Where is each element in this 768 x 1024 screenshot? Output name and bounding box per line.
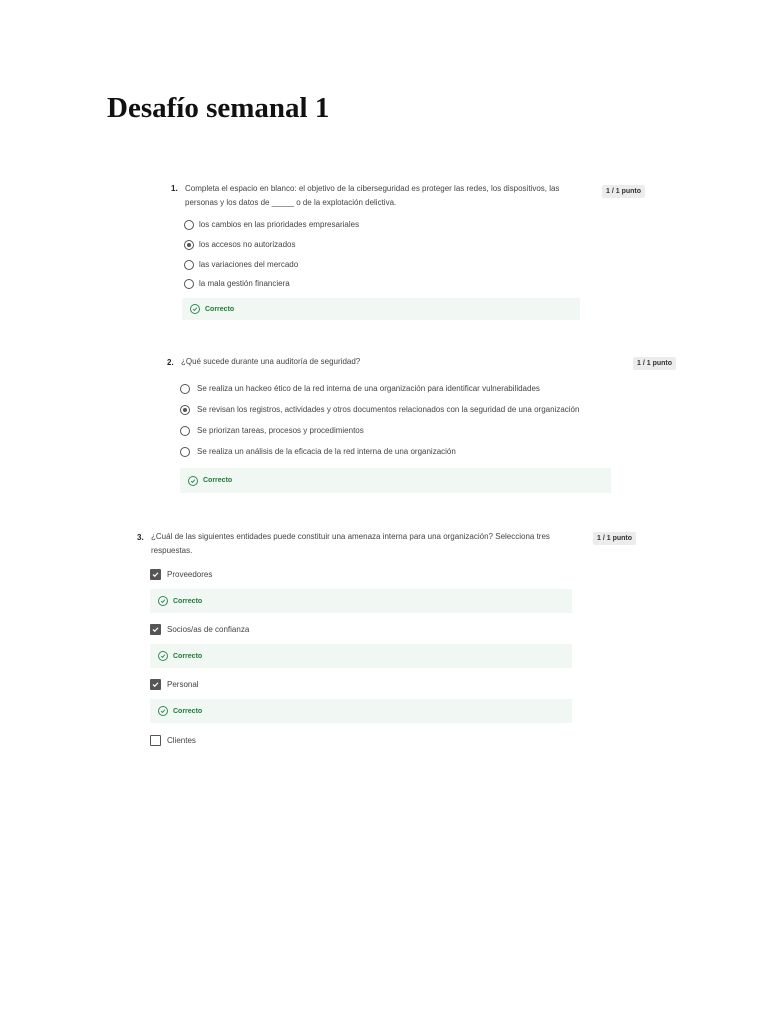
radio-button[interactable]	[180, 447, 190, 457]
option-label: Se realiza un hackeo ético de la red interna de una organización para identificar vulnerabilidades	[197, 384, 540, 393]
checkbox-unchecked[interactable]	[150, 735, 161, 746]
check-circle-icon	[158, 596, 168, 606]
option-label: la mala gestión financiera	[199, 279, 290, 288]
radio-button[interactable]	[184, 260, 194, 270]
radio-button-selected[interactable]	[184, 240, 194, 250]
checkbox-checked[interactable]	[150, 624, 161, 635]
checkmark-icon	[152, 626, 159, 633]
option-label: Proveedores	[167, 570, 213, 579]
question-number: 3.	[137, 533, 144, 542]
feedback-correct	[182, 298, 580, 320]
check-circle-icon	[158, 651, 168, 661]
question-2-screenshot	[150, 345, 705, 500]
feedback-label: Correcto	[205, 305, 235, 313]
question-number: 1.	[171, 184, 178, 193]
question-text-line-1: Completa el espacio en blanco: el objetivo de la ciberseguridad es proteger las redes, los dispositivos, las	[185, 184, 560, 193]
option-label: Se revisan los registros, actividades y otros documentos relacionados con la seguridad de una organización	[197, 405, 580, 414]
radio-button[interactable]	[184, 220, 194, 230]
check-circle-icon	[190, 304, 200, 314]
feedback-label: Correcto	[173, 707, 203, 715]
score-badge: 1 / 1 punto	[633, 357, 676, 370]
feedback-correct	[150, 644, 572, 668]
check-circle-icon	[188, 476, 198, 486]
radio-button[interactable]	[180, 384, 190, 394]
radio-button[interactable]	[184, 279, 194, 289]
score-badge: 1 / 1 punto	[602, 185, 645, 198]
question-number: 2.	[167, 358, 174, 367]
page-title: Desafío semanal 1	[107, 92, 330, 124]
question-text-line-2: personas y los datos de _____ o de la explotación delictiva.	[185, 198, 397, 207]
feedback-correct	[150, 699, 572, 723]
option-label: Clientes	[167, 736, 196, 745]
option-label: los cambios en las prioridades empresariales	[199, 220, 360, 229]
checkmark-icon	[152, 681, 159, 688]
feedback-correct	[150, 589, 572, 613]
question-text-line-2: respuestas.	[151, 546, 193, 555]
radio-button[interactable]	[180, 426, 190, 436]
checkbox-checked[interactable]	[150, 679, 161, 690]
option-label: Se realiza un análisis de la eficacia de la red interna de una organización	[197, 447, 456, 456]
feedback-label: Correcto	[203, 477, 233, 484]
option-label: las variaciones del mercado	[199, 260, 299, 269]
question-text-line-1: ¿Cuál de las siguientes entidades puede constituir una amenaza interna para una organización? Selecciona tres	[151, 532, 550, 541]
option-label: los accesos no autorizados	[199, 240, 296, 249]
option-label: Socios/as de confianza	[167, 625, 250, 634]
feedback-correct	[180, 468, 611, 493]
question-1-screenshot	[110, 160, 705, 328]
question-text: ¿Qué sucede durante una auditoría de seguridad?	[181, 357, 361, 366]
score-badge: 1 / 1 punto	[593, 532, 636, 545]
radio-button-selected[interactable]	[180, 405, 190, 415]
checkmark-icon	[152, 571, 159, 578]
option-label: Personal	[167, 680, 199, 689]
question-3-screenshot	[115, 520, 655, 765]
checkbox-checked[interactable]	[150, 569, 161, 580]
feedback-label: Correcto	[173, 597, 203, 605]
check-circle-icon	[158, 706, 168, 716]
feedback-label: Correcto	[173, 652, 203, 660]
option-label: Se priorizan tareas, procesos y procedimientos	[197, 426, 364, 435]
